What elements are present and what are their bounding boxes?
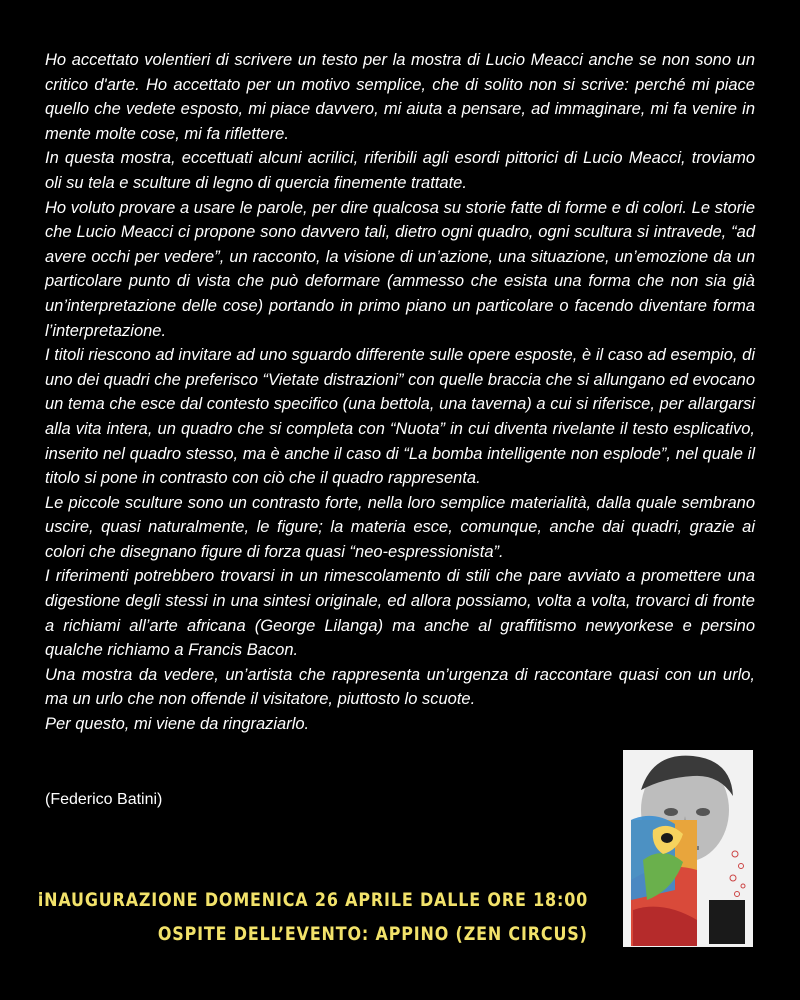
article-paragraph: Ho accettato volentieri di scrivere un testo per la mostra di Lucio Meacci anche se non sono un critico d'arte. Ho accettato per un motivo semplice, che di solito non si scrive: perché mi piace quello che vedete esposto, mi piace davvero, mi aiuta a pensare, ad immaginare, mi fa venire in mente molte cose, mi fa riflettere. xyxy=(45,51,755,143)
guest-line: OSPITE DELL’EVENTO: APPINO (ZEN CIRCUS) xyxy=(158,923,588,945)
article-paragraph: In questa mostra, eccettuati alcuni acrilici, riferibili agli esordi pittorici di Lucio Meacci, troviamo oli su tela e sculture di legno di quercia finemente trattate. xyxy=(45,149,755,192)
inauguration-line: iNAUGURAZIONE DOMENICA 26 APRILE DALLE ORE 18:00 xyxy=(37,889,588,911)
article-paragraph: I titoli riescono ad invitare ad uno sguardo differente sulle opere esposte, è il caso ad esempio, di uno dei quadri che preferisco “Vietate distrazioni” con quelle braccia che si allungano ed evocano un tema che esce dal contesto specifico (una bettola, una taverna) a cui si riferisce, per allargarsi alla vita intera, un quadro che si completa con “Nuota” in cui diventa rivelante il testo esplicativo, inserito nel quadro stesso, ma è anche il caso di “La bomba intelligente non esplode”, nel quale il titolo si pone in contrasto con ciò che il quadro rappresenta. xyxy=(45,346,755,488)
article-paragraph: Le piccole sculture sono un contrasto forte, nella loro semplice materialità, dalla quale sembrano uscire, quasi naturalmente, le figure; la materia esce, comunque, anche dai quadri, grazie ai colori che disegnano figure di forza quasi “neo-espressionista”. xyxy=(45,493,755,561)
article-paragraph: Ho voluto provare a usare le parole, per dire qualcosa su storie fatte di forme e di colori. Le storie che Lucio Meacci ci propone sono davvero tali, dietro ogni quadro, ogni scultura si intravede, “ad avere occhi per vedere”, un racconto, la visione di un’azione, una situazione, un’emozione da un particolare punto di vista che può deformare (ammesso che esista una forma che non sia già un’interpretazione delle cose) portando in primo piano un particolare o facendo diventare forma l’interpretazione. xyxy=(45,198,755,340)
article-paragraph: I riferimenti potrebbero trovarsi in un rimescolamento di stili che pare avviato a promettere una digestione degli stessi in una sintesi originale, ed allora possiamo, volta a volta, trovarci di fronte a richiami all’arte africana (George Lilanga) ma anche al graffitismo newyorkese e persino qualche richiamo a Francis Bacon. xyxy=(45,567,755,660)
article-paragraph: Una mostra da vedere, un’artista che rappresenta un’urgenza di raccontare quasi con un urlo, ma un urlo che non offende il visitatore, piuttosto lo scuote. xyxy=(45,665,755,709)
artwork-portrait-image xyxy=(623,750,753,947)
article-body xyxy=(45,48,755,737)
author-signature: (Federico Batini) xyxy=(45,791,163,808)
article-paragraph: Per questo, mi viene da ringraziarlo. xyxy=(45,715,310,734)
